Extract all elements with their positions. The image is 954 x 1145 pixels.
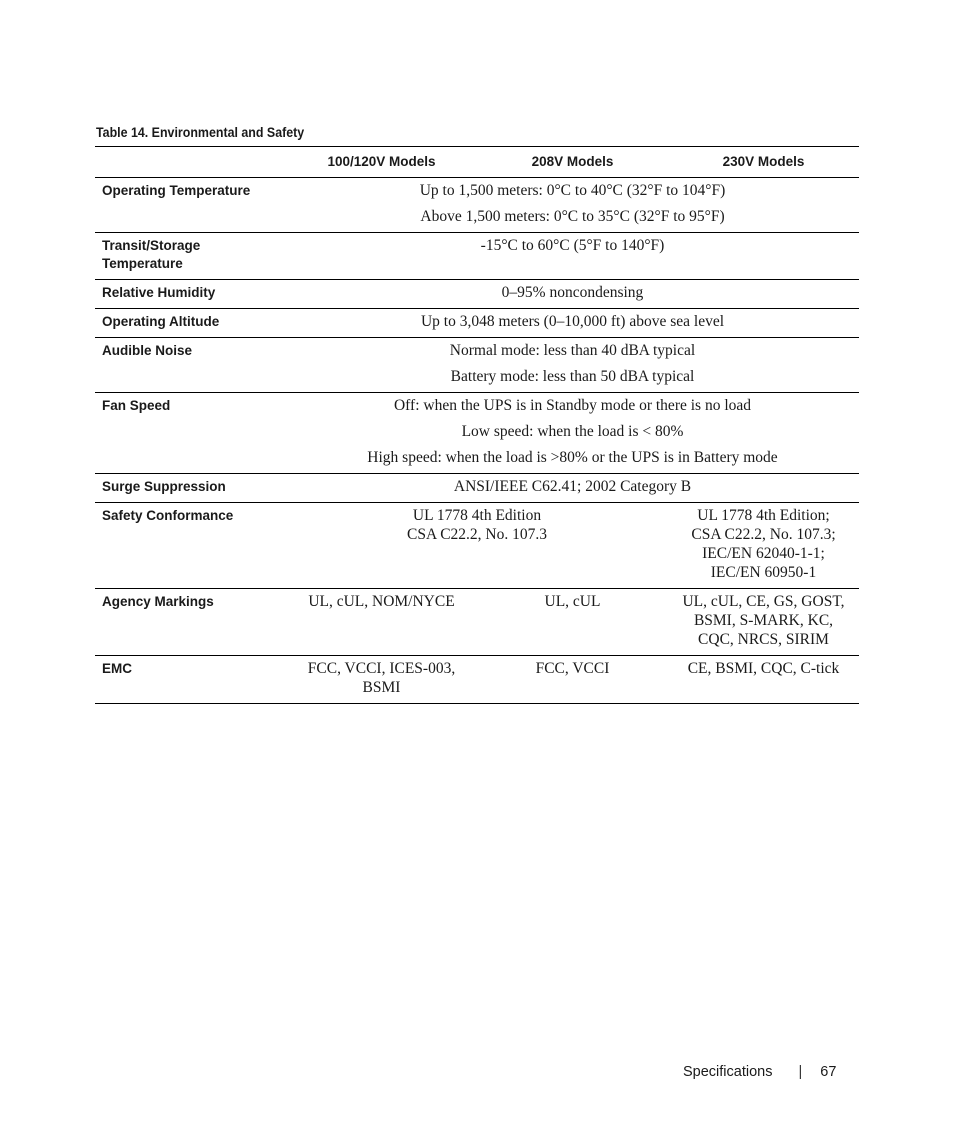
row-label — [95, 503, 286, 589]
row-value-line: Battery mode: less than 50 dBA typical — [450, 368, 695, 385]
row-label — [95, 589, 286, 656]
table-row — [95, 309, 859, 338]
row-value-line: FCC, VCCI, ICES-003, — [307, 660, 456, 677]
row-value-line: Up to 1,500 meters: 0°C to 40°C (32°F to 104°F) — [419, 182, 726, 199]
table-header-row — [95, 147, 859, 178]
page-footer — [683, 1064, 836, 1080]
row-value-line: ANSI/IEEE C62.41; 2002 Category B — [453, 478, 692, 495]
row-value-line: CE, BSMI, CQC, C-tick — [687, 660, 840, 677]
row-value-all-models — [286, 280, 859, 309]
row-label-line: Relative Humidity — [102, 285, 216, 300]
table-caption: Table 14. Environmental and Safety — [96, 125, 305, 140]
row-label-line: Surge Suppression — [102, 479, 226, 494]
environmental-safety-table — [95, 146, 859, 704]
row-label-line: Audible Noise — [102, 343, 193, 358]
row-label — [95, 474, 286, 503]
footer-separator: | — [798, 1064, 803, 1080]
row-label — [95, 338, 286, 393]
row-value-line: UL, cUL — [544, 593, 601, 610]
row-label-line: Safety Conformance — [102, 508, 234, 523]
row-value-all-models — [286, 393, 859, 474]
table-body — [95, 178, 859, 704]
row-value-line: CSA C22.2, No. 107.3 — [407, 526, 547, 543]
row-label-line: Operating Temperature — [102, 183, 251, 198]
table-row — [95, 393, 859, 474]
row-value-line: UL 1778 4th Edition — [412, 507, 542, 524]
row-label — [95, 309, 286, 338]
row-value-cell — [668, 589, 859, 656]
row-value-line: UL 1778 4th Edition; — [697, 507, 830, 524]
row-label — [95, 233, 286, 280]
row-label-line: Transit/Storage — [102, 238, 201, 253]
row-value-line: Off: when the UPS is in Standby mode or there is no load — [393, 397, 752, 414]
row-value-cell — [286, 656, 477, 704]
row-value-cell — [668, 656, 859, 704]
row-value-line: High speed: when the load is >80% or the UPS is in Battery mode — [367, 449, 778, 466]
footer-section-title: Specifications — [683, 1064, 773, 1080]
row-value-line: IEC/EN 62040-1-1; — [702, 545, 825, 562]
row-label-line: EMC — [102, 661, 132, 676]
row-label-line: Temperature — [102, 256, 183, 271]
row-value-line: BSMI — [362, 679, 401, 696]
row-value-line: UL, cUL, CE, GS, GOST, — [682, 593, 845, 610]
row-label — [95, 656, 286, 704]
page-number: 67 — [820, 1064, 837, 1080]
row-label-line: Agency Markings — [102, 594, 214, 609]
row-value-line: IEC/EN 60950-1 — [710, 564, 817, 581]
table-row — [95, 233, 859, 280]
table-row — [95, 338, 859, 393]
table-row — [95, 503, 859, 589]
row-value-all-models — [286, 338, 859, 393]
row-label — [95, 178, 286, 233]
row-value-line: Low speed: when the load is < 80% — [461, 423, 684, 440]
table-row — [95, 656, 859, 704]
row-value-cell — [477, 656, 668, 704]
row-value-cell — [286, 589, 477, 656]
table-row — [95, 474, 859, 503]
row-value-line: -15°C to 60°C (5°F to 140°F) — [480, 237, 665, 254]
table-row — [95, 280, 859, 309]
row-value-cell — [477, 589, 668, 656]
row-value-line: CQC, NRCS, SIRIM — [698, 631, 829, 648]
row-value-line: CSA C22.2, No. 107.3; — [691, 526, 836, 543]
table-row — [95, 589, 859, 656]
table-row — [95, 178, 859, 233]
row-label — [95, 393, 286, 474]
row-value-line: Above 1,500 meters: 0°C to 35°C (32°F to 95°F) — [420, 208, 725, 225]
row-value-line: Normal mode: less than 40 dBA typical — [449, 342, 696, 359]
row-value-cell — [668, 503, 859, 589]
header-100-120v: 100/120V Models — [286, 147, 477, 178]
row-value-line: Up to 3,048 meters (0–10,000 ft) above sea level — [420, 313, 725, 330]
row-value-all-models — [286, 233, 859, 280]
row-value-line: 0–95% noncondensing — [501, 284, 644, 301]
row-value-line: FCC, VCCI — [535, 660, 610, 677]
header-208v: 208V Models — [477, 147, 668, 178]
row-label — [95, 280, 286, 309]
header-blank — [95, 147, 286, 178]
row-value-line: BSMI, S-MARK, KC, — [693, 612, 834, 629]
row-label-line: Fan Speed — [102, 398, 171, 413]
row-value-cell — [286, 503, 668, 589]
row-value-all-models — [286, 178, 859, 233]
row-value-all-models — [286, 474, 859, 503]
row-label-line: Operating Altitude — [102, 314, 220, 329]
row-value-line: UL, cUL, NOM/NYCE — [308, 593, 455, 610]
row-value-all-models — [286, 309, 859, 338]
header-230v: 230V Models — [668, 147, 859, 178]
